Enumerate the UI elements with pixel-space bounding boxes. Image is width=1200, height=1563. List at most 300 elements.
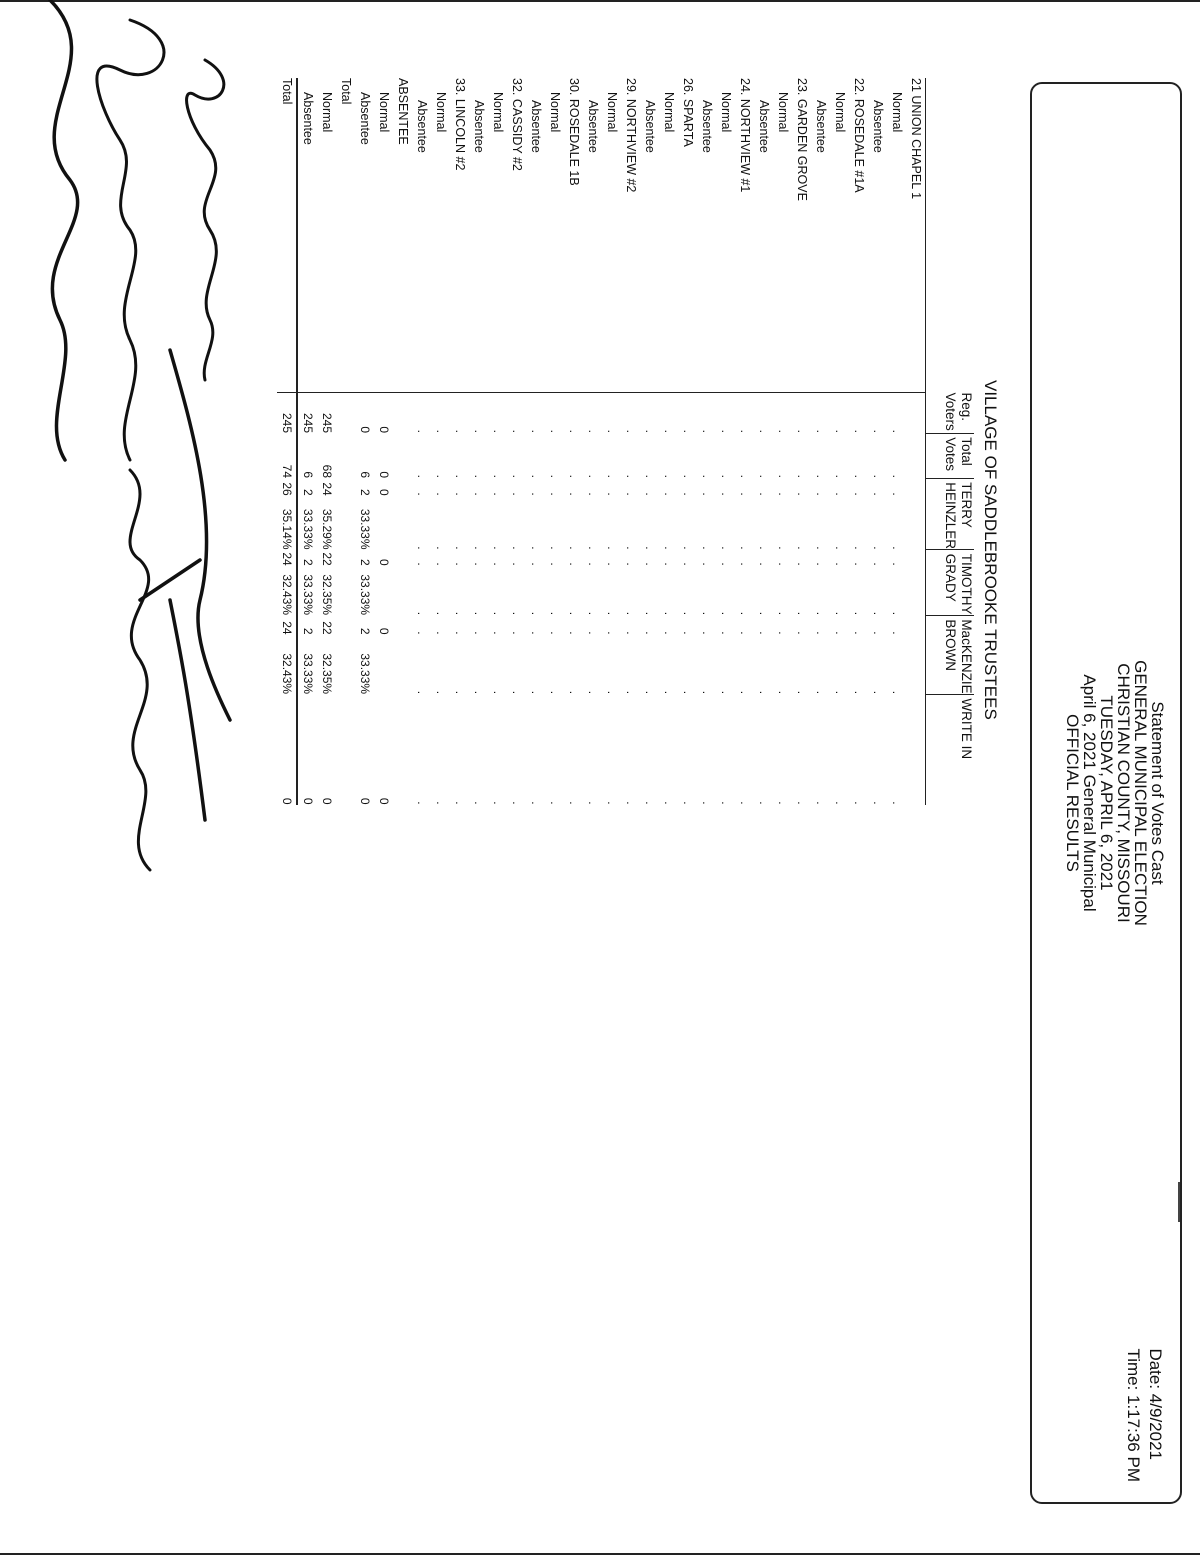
grady-votes-cell: . [472, 562, 486, 566]
total-votes-cell: . [510, 474, 524, 478]
write-in-cell: 0 [320, 797, 334, 805]
precinct-label: Absentee [757, 100, 771, 153]
brown-pct-cell: . [510, 690, 524, 695]
brown-votes-cell: . [795, 631, 809, 635]
heinzler-pct-cell: 35.29% [320, 508, 334, 550]
heinzler-pct-cell: . [700, 546, 714, 550]
total-votes-cell [336, 433, 355, 478]
brown-votes-cell: . [586, 631, 600, 635]
brown-pct-cell: . [586, 690, 600, 695]
heinzler-votes-cell: . [453, 492, 467, 496]
summary-label: Total [280, 78, 294, 105]
table-row [678, 78, 697, 805]
precinct-label: Absentee [814, 100, 828, 153]
reg-voters-cell: . [887, 393, 906, 434]
total-votes-cell: . [415, 474, 429, 478]
write-in-cell: . [510, 801, 524, 805]
grady-votes-cell: . [890, 562, 904, 566]
precinct-label: Absentee [700, 100, 714, 153]
brown-votes-cell: . [852, 631, 866, 635]
brown-votes-cell: 0 [377, 627, 391, 635]
reg-voters-cell: . [431, 393, 450, 434]
total-votes-cell: . [529, 474, 543, 478]
grady-pct-cell: . [510, 611, 524, 616]
reg-voters-cell: . [773, 393, 792, 434]
precinct-rows [277, 78, 926, 805]
reg-voters-cell: . [754, 393, 773, 434]
summary-row [374, 78, 393, 805]
heinzler-pct-cell: . [472, 546, 486, 550]
grady-votes-cell: . [871, 562, 885, 566]
brown-votes-cell: . [700, 631, 714, 635]
heinzler-votes-cell: . [548, 492, 562, 496]
reg-voters-cell: . [564, 393, 583, 434]
table-row [735, 78, 754, 805]
table-row [412, 78, 431, 805]
total-votes-cell: . [605, 474, 619, 478]
reg-voters-cell: . [849, 393, 868, 434]
precinct-label: Normal [605, 92, 619, 133]
brown-votes-cell: . [567, 631, 581, 635]
brown-votes-cell: 22 [320, 621, 334, 635]
reg-voters-cell: . [526, 393, 545, 434]
heinzler-votes-cell [906, 478, 926, 496]
precinct-label: 32. CASSIDY #2 [510, 78, 524, 171]
grady-pct-cell: . [624, 611, 638, 616]
write-in-cell: . [871, 801, 885, 805]
grady-votes-cell: . [510, 562, 524, 566]
write-in-cell: . [624, 801, 638, 805]
write-in-cell: . [529, 801, 543, 805]
brown-votes-cell: . [415, 631, 429, 635]
brown-pct-cell: . [472, 690, 486, 695]
heinzler-votes-cell: 26 [280, 482, 294, 496]
signature-line-2 [140, 350, 230, 820]
table-row [507, 78, 526, 805]
heinzler-votes-cell [393, 478, 412, 496]
heinzler-votes-cell: . [510, 492, 524, 496]
total-votes-cell: . [776, 474, 790, 478]
heinzler-votes-cell: 0 [377, 488, 391, 496]
table-row [564, 78, 583, 805]
grady-pct-cell: . [548, 611, 562, 616]
header-line: CHRISTIAN COUNTY, MISSOURI [1114, 663, 1133, 923]
brown-votes-cell: . [871, 631, 885, 635]
results-table [277, 78, 974, 805]
summary-label: ABSENTEE [396, 78, 410, 145]
total-votes-cell: . [681, 474, 695, 478]
grady-votes-cell: 24 [280, 552, 294, 566]
total-votes-cell: . [795, 474, 809, 478]
grady-votes-cell: . [833, 562, 847, 566]
brown-pct-cell [374, 635, 393, 695]
heinzler-votes-cell: . [871, 492, 885, 496]
heinzler-votes-cell [336, 478, 355, 496]
heinzler-pct-cell: . [624, 546, 638, 550]
write-in-cell: . [852, 801, 866, 805]
heinzler-votes-cell: . [681, 492, 695, 496]
brown-pct-cell: . [890, 690, 904, 695]
grady-pct-cell: 33.33% [358, 574, 372, 616]
brown-pct-cell: . [795, 690, 809, 695]
summary-label: Normal [377, 92, 391, 133]
precinct-label: 29. NORTHVIEW #2 [624, 78, 638, 193]
table-row [716, 78, 735, 805]
heinzler-votes-cell: . [605, 492, 619, 496]
heinzler-votes-cell: . [415, 492, 429, 496]
brown-votes-cell: . [757, 631, 771, 635]
precinct-label: Absentee [529, 100, 543, 153]
total-votes-cell: 6 [358, 471, 372, 478]
write-in-cell: . [453, 801, 467, 805]
header-line: OFFICIAL RESULTS [1063, 714, 1082, 872]
write-in-cell: . [491, 801, 505, 805]
grady-pct-cell: 32.43% [280, 574, 294, 616]
brown-votes-cell: . [472, 631, 486, 635]
brown-votes-cell: 2 [297, 615, 317, 635]
grady-pct-cell: . [491, 611, 505, 616]
write-in-cell: . [814, 801, 828, 805]
brown-pct-cell: . [871, 690, 885, 695]
heinzler-pct-cell: . [510, 546, 524, 550]
col-candidate-heinzler: TERRY HEINZLER [926, 478, 975, 550]
table-row [545, 78, 564, 805]
precinct-label: 23. GARDEN GROVE [795, 78, 809, 201]
signature-line-1 [187, 60, 224, 380]
brown-pct-cell: 33.33% [358, 653, 372, 695]
grady-votes-cell [336, 550, 355, 566]
reg-voters-cell: . [830, 393, 849, 434]
heinzler-votes-cell: . [624, 492, 638, 496]
brown-pct-cell: . [700, 690, 714, 695]
grady-pct-cell: . [833, 611, 847, 616]
heinzler-votes-cell: . [586, 492, 600, 496]
brown-pct-cell: . [852, 690, 866, 695]
heinzler-votes-cell: . [738, 492, 752, 496]
heinzler-pct-cell: . [662, 546, 676, 550]
write-in-cell: . [681, 801, 695, 805]
total-votes-cell: . [643, 474, 657, 478]
summary-row [355, 78, 374, 805]
grady-votes-cell [393, 550, 412, 566]
table-row [621, 78, 640, 805]
report-time: Time: 1:17:36 PM [1124, 1348, 1143, 1482]
brown-pct-cell: . [776, 690, 790, 695]
reg-voters-cell: . [792, 393, 811, 434]
grady-votes-cell: . [852, 562, 866, 566]
signature-line-4 [130, 470, 150, 870]
write-in-cell: 0 [377, 797, 391, 805]
grady-pct-cell: . [719, 611, 733, 616]
report-title-block [1064, 84, 1166, 1502]
reg-voters-cell: . [659, 393, 678, 434]
reg-voters-cell: 245 [277, 393, 297, 434]
heinzler-votes-cell: . [434, 492, 448, 496]
table-row [830, 78, 849, 805]
brown-votes-cell: . [662, 631, 676, 635]
brown-pct-cell: . [548, 690, 562, 695]
heinzler-pct-cell: . [814, 546, 828, 550]
grady-votes-cell [906, 550, 926, 566]
summary-row [393, 78, 412, 805]
heinzler-votes-cell: 2 [358, 488, 372, 496]
grady-pct-cell: . [529, 611, 543, 616]
grady-votes-cell: . [434, 562, 448, 566]
table-row [526, 78, 545, 805]
table-row [792, 78, 811, 805]
heinzler-votes-cell: . [719, 492, 733, 496]
total-votes-cell: 68 [320, 464, 334, 478]
heinzler-pct-cell: . [852, 546, 866, 550]
col-candidate-brown: MacKENZIE BROWN [926, 615, 975, 694]
precinct-label: 30. ROSEDALE 1B [567, 78, 581, 186]
write-in-cell: . [833, 801, 847, 805]
grady-pct-cell: . [415, 611, 429, 616]
grady-pct-cell: . [776, 611, 790, 616]
brown-votes-cell [336, 615, 355, 635]
heinzler-pct-cell: . [738, 546, 752, 550]
total-votes-cell: . [434, 474, 448, 478]
grady-pct-cell: . [605, 611, 619, 616]
grady-pct-cell: 33.33% [297, 566, 317, 615]
write-in-cell: . [738, 801, 752, 805]
write-in-cell: . [567, 801, 581, 805]
reg-voters-cell: . [507, 393, 526, 434]
table-row [773, 78, 792, 805]
table-row [754, 78, 773, 805]
race-title: VILLAGE OF SADDLEBROOKE TRUSTEES [981, 380, 1000, 720]
heinzler-pct-cell: . [890, 546, 904, 550]
heinzler-pct-cell: . [605, 546, 619, 550]
col-total-votes: Total Votes [926, 433, 975, 478]
precinct-label: 22. ROSEDALE #1A [852, 78, 866, 193]
summary-row [317, 78, 336, 805]
reg-voters-cell [906, 393, 926, 434]
grady-votes-cell: . [719, 562, 733, 566]
precinct-label: Normal [491, 92, 505, 133]
precinct-label: Normal [719, 92, 733, 133]
header-line: April 6, 2021 General Municipal [1080, 674, 1099, 912]
total-votes-cell: 6 [297, 433, 317, 478]
reg-voters-cell [393, 393, 412, 434]
grady-pct-cell: . [700, 611, 714, 616]
reg-voters-cell: . [716, 393, 735, 434]
reg-voters-cell: 245 [297, 393, 317, 434]
heinzler-votes-cell: 24 [320, 482, 334, 496]
precinct-label: Normal [548, 92, 562, 133]
summary-label: Absentee [358, 92, 372, 145]
total-votes-cell: . [624, 474, 638, 478]
total-votes-cell [906, 433, 926, 478]
heinzler-pct-cell: . [491, 546, 505, 550]
col-write-in: WRITE IN [926, 694, 975, 805]
heinzler-votes-cell: . [776, 492, 790, 496]
heinzler-pct-cell [374, 496, 393, 550]
table-row [887, 78, 906, 805]
brown-votes-cell: . [643, 631, 657, 635]
precinct-label: Normal [662, 92, 676, 133]
heinzler-pct-cell: . [833, 546, 847, 550]
brown-pct-cell: . [738, 690, 752, 695]
total-votes-cell: . [890, 474, 904, 478]
brown-pct-cell: . [757, 690, 771, 695]
grady-pct-cell: . [434, 611, 448, 616]
table-row [906, 78, 926, 805]
total-votes-cell: . [662, 474, 676, 478]
table-row [811, 78, 830, 805]
heinzler-pct-cell: . [681, 546, 695, 550]
grady-votes-cell: . [415, 562, 429, 566]
grady-pct-cell: . [814, 611, 828, 616]
grady-pct-cell: . [795, 611, 809, 616]
write-in-cell [336, 694, 355, 805]
precinct-label: Absentee [871, 100, 885, 153]
write-in-cell [906, 694, 926, 805]
brown-pct-cell: . [434, 690, 448, 695]
grady-pct-cell [374, 566, 393, 615]
write-in-cell: 0 [297, 694, 317, 805]
write-in-cell [393, 694, 412, 805]
brown-pct-cell: 32.43% [280, 653, 294, 695]
heinzler-votes-cell: . [852, 492, 866, 496]
grady-votes-cell: . [567, 562, 581, 566]
brown-pct-cell [336, 635, 355, 695]
total-votes-cell: . [567, 474, 581, 478]
reg-voters-cell: . [621, 393, 640, 434]
write-in-cell: . [795, 801, 809, 805]
brown-votes-cell: . [776, 631, 790, 635]
brown-pct-cell: . [643, 690, 657, 695]
heinzler-votes-cell: . [795, 492, 809, 496]
col-candidate-grady: TIMOTHY GRADY [926, 550, 975, 616]
write-in-cell: . [643, 801, 657, 805]
heinzler-votes-cell: . [529, 492, 543, 496]
heinzler-pct-cell: . [548, 546, 562, 550]
brown-votes-cell: . [453, 631, 467, 635]
precinct-label: Normal [833, 92, 847, 133]
precinct-header [926, 78, 975, 393]
brown-pct-cell: . [567, 690, 581, 695]
brown-pct-cell: . [814, 690, 828, 695]
grady-pct-cell: . [586, 611, 600, 616]
total-votes-cell: . [852, 474, 866, 478]
total-votes-cell: . [833, 474, 847, 478]
heinzler-pct-cell: 35.14% [280, 508, 294, 550]
precinct-label: Absentee [586, 100, 600, 153]
table-row [431, 78, 450, 805]
heinzler-votes-cell: . [814, 492, 828, 496]
total-votes-cell: . [491, 474, 505, 478]
summary-label: Total [339, 78, 353, 105]
write-in-cell: 0 [358, 797, 372, 805]
heinzler-pct-cell: . [586, 546, 600, 550]
reg-voters-cell: 0 [374, 393, 393, 434]
report-header [1030, 82, 1182, 1504]
reg-voters-cell [336, 393, 355, 434]
write-in-cell: . [700, 801, 714, 805]
brown-votes-cell: . [434, 631, 448, 635]
brown-pct-cell: . [415, 690, 429, 695]
write-in-cell: . [776, 801, 790, 805]
total-votes-cell: . [871, 474, 885, 478]
table-row [697, 78, 716, 805]
brown-votes-cell: . [510, 631, 524, 635]
table-row [868, 78, 887, 805]
heinzler-votes-cell: . [472, 492, 486, 496]
grady-pct-cell: . [757, 611, 771, 616]
grady-pct-cell: . [890, 611, 904, 616]
column-header-row [926, 78, 975, 805]
grady-pct-cell: . [738, 611, 752, 616]
grady-pct-cell: . [662, 611, 676, 616]
precinct-label: 24. NORTHVIEW #1 [738, 78, 752, 193]
total-votes-cell: . [453, 474, 467, 478]
heinzler-votes-cell: . [643, 492, 657, 496]
total-votes-cell: . [719, 474, 733, 478]
reg-voters-cell: . [488, 393, 507, 434]
write-in-cell: . [605, 801, 619, 805]
total-votes-cell: 74 [280, 464, 294, 478]
total-votes-cell: . [738, 474, 752, 478]
heinzler-votes-cell: . [890, 492, 904, 496]
reg-voters-cell: . [583, 393, 602, 434]
table-row [602, 78, 621, 805]
heinzler-pct-cell: . [871, 546, 885, 550]
total-votes-cell: . [700, 474, 714, 478]
grady-votes-cell: . [624, 562, 638, 566]
header-line: TUESDAY, APRIL 6, 2021 [1097, 695, 1116, 891]
grady-votes-cell: . [681, 562, 695, 566]
grady-votes-cell: . [757, 562, 771, 566]
heinzler-pct-cell: . [415, 546, 429, 550]
heinzler-pct-cell: . [776, 546, 790, 550]
reg-voters-cell: . [735, 393, 754, 434]
grady-pct-cell: . [453, 611, 467, 616]
write-in-cell: . [472, 801, 486, 805]
total-votes-cell: . [586, 474, 600, 478]
precinct-label: Normal [776, 92, 790, 133]
heinzler-pct-cell: 33.33% [297, 496, 317, 550]
brown-pct-cell [393, 635, 412, 695]
grady-pct-cell: 32.35% [320, 574, 334, 616]
brown-votes-cell: . [605, 631, 619, 635]
heinzler-pct-cell: . [529, 546, 543, 550]
write-in-cell: 0 [280, 797, 294, 805]
grady-pct-cell: . [472, 611, 486, 616]
report-datetime [1122, 1348, 1166, 1482]
grady-votes-cell: . [643, 562, 657, 566]
brown-votes-cell [906, 615, 926, 635]
heinzler-pct-cell: . [567, 546, 581, 550]
heinzler-pct-cell: . [757, 546, 771, 550]
heinzler-pct-cell [393, 496, 412, 550]
heinzler-pct-cell [906, 496, 926, 550]
grady-votes-cell: . [548, 562, 562, 566]
grady-votes-cell: 2 [358, 559, 372, 566]
brown-pct-cell: 32.35% [320, 653, 334, 695]
write-in-cell: . [548, 801, 562, 805]
grady-pct-cell [336, 566, 355, 615]
table-row [488, 78, 507, 805]
heinzler-votes-cell: 2 [297, 478, 317, 496]
grady-pct-cell: . [567, 611, 581, 616]
heinzler-votes-cell: . [833, 492, 847, 496]
summary-label: Absentee [297, 78, 317, 393]
brown-pct-cell: . [624, 690, 638, 695]
brown-votes-cell: . [833, 631, 847, 635]
brown-votes-cell: . [491, 631, 505, 635]
brown-pct-cell: . [719, 690, 733, 695]
